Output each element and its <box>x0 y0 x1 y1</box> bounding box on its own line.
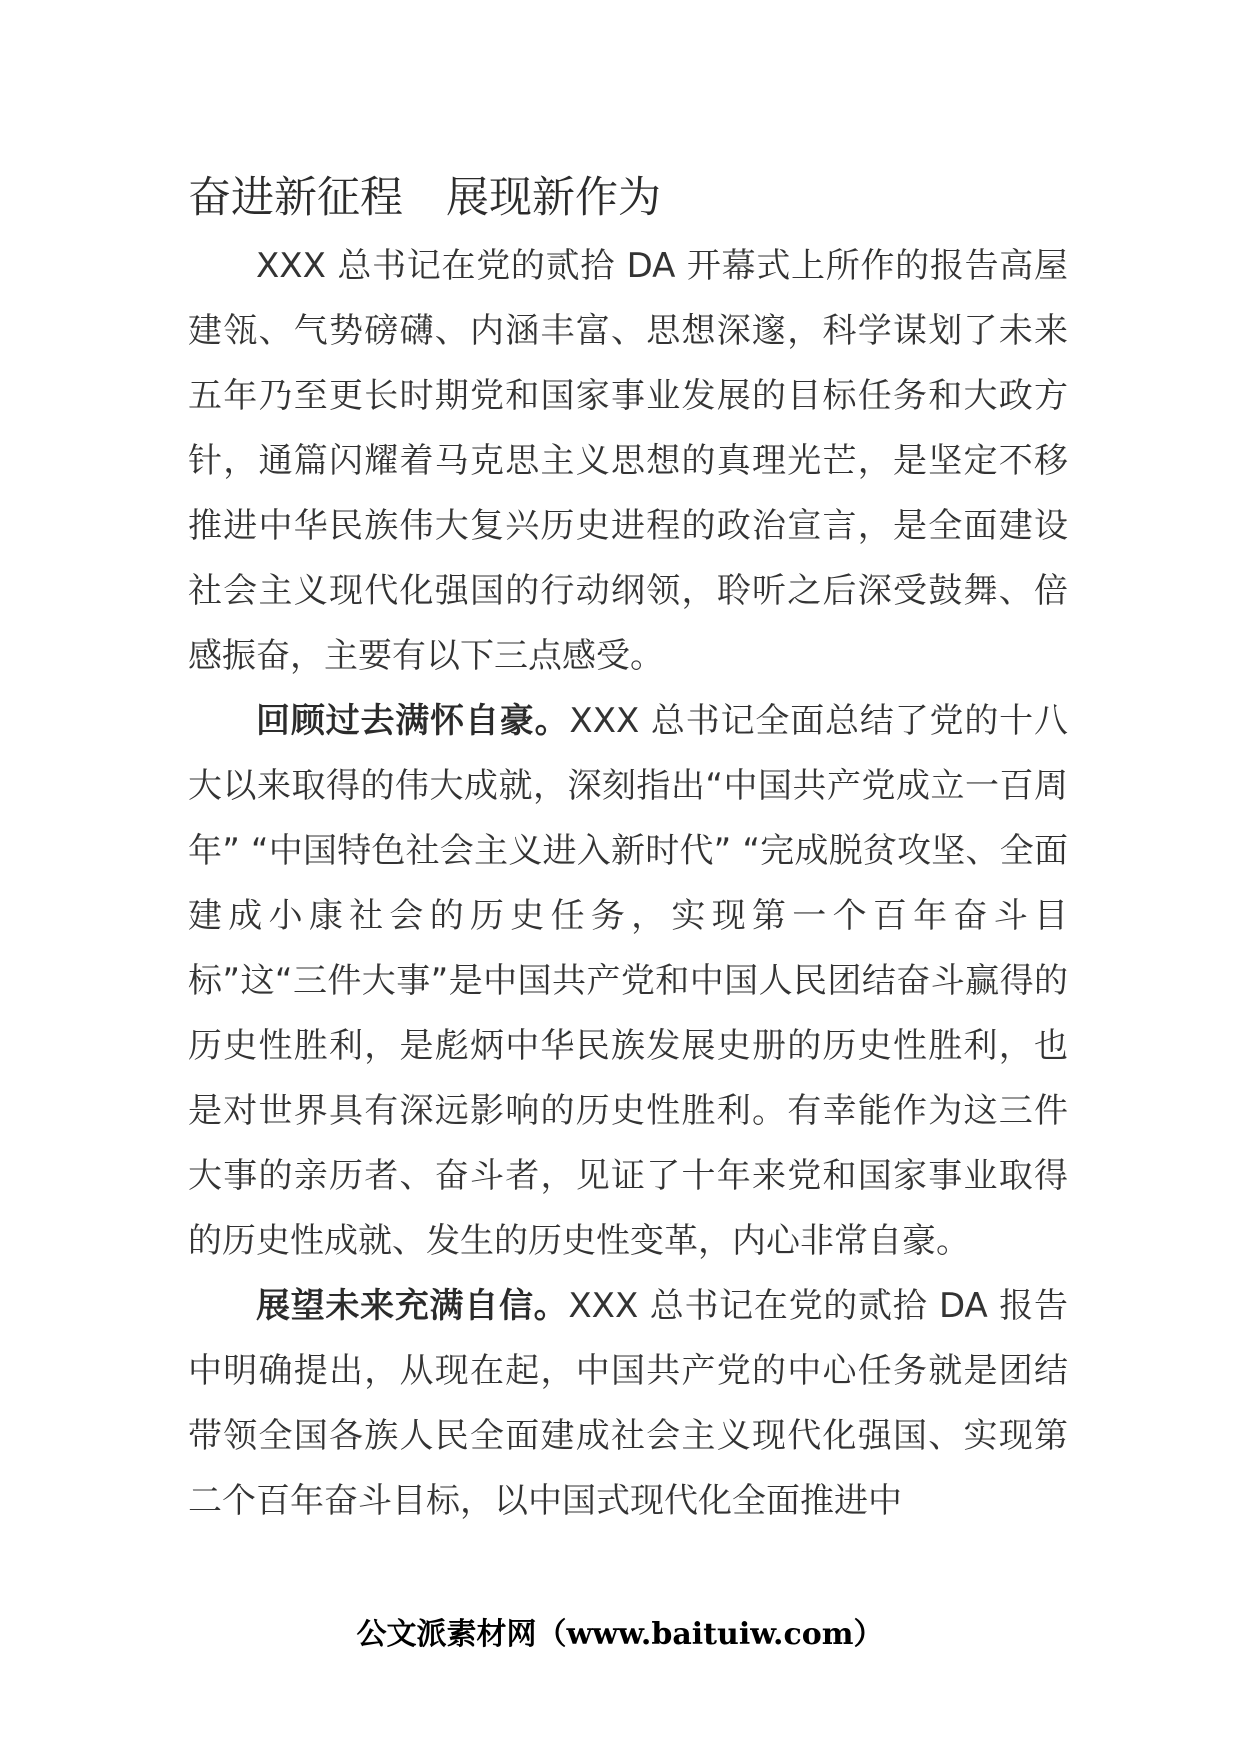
paragraph-look-future <box>188 1274 1068 1534</box>
paragraph-lead-heading: 回顾过去满怀自豪。 <box>256 701 570 741</box>
paragraph-intro <box>188 234 1068 689</box>
document-body <box>188 234 1068 1534</box>
footer-watermark: 公文派素材网（www.baituiw.com） <box>356 1617 884 1652</box>
paragraph-look-future-text: XXX 总书记在党的贰拾 DA 报告中明确提出，从现在起，中国共产党的中心任务就是团结带领全国各族人民全面建成社会主义现代化强国、实现第二个百年奋斗目标，以中国式现代化全面推进中 <box>188 1286 1069 1521</box>
paragraph-review-past-text: XXX 总书记全面总结了党的十八大以来取得的伟大成就，深刻指出“中国共产党成立一百周年” “中国特色社会主义进入新时代” “完成脱贫攻坚、全面建成小康社会的历史任务，实现第一个百年奋斗目标”这“三件大事”是中国共产党和中国人民团结奋斗赢得的历史性胜利，是彪炳中华民族发展史册的历史性胜利，也是对世界具有深远影响的历史性胜利。有幸能作为这三件大事的亲历者、奋斗者，见证了十年来党和国家事业取得的历史性成就、发生的历史性变革，内心非常自豪。 <box>188 701 1068 1261</box>
paragraph-review-past <box>188 689 1068 1274</box>
paragraph-lead-heading: 展望未来充满自信。 <box>256 1286 569 1326</box>
paragraph-intro-text: XXX 总书记在党的贰拾 DA 开幕式上所作的报告高屋建瓴、气势磅礴、内涵丰富、思想深邃，科学谋划了未来五年乃至更长时期党和国家事业发展的目标任务和大政方针，通篇闪耀着马克思主义思想的真理光芒，是坚定不移推进中华民族伟大复兴历史进程的政治宣言，是全面建设社会主义现代化强国的行动纲领，聆听之后深受鼓舞、倍感振奋，主要有以下三点感受。 <box>188 246 1068 676</box>
document-title: 奋进新征程 展现新作为 <box>188 173 661 223</box>
